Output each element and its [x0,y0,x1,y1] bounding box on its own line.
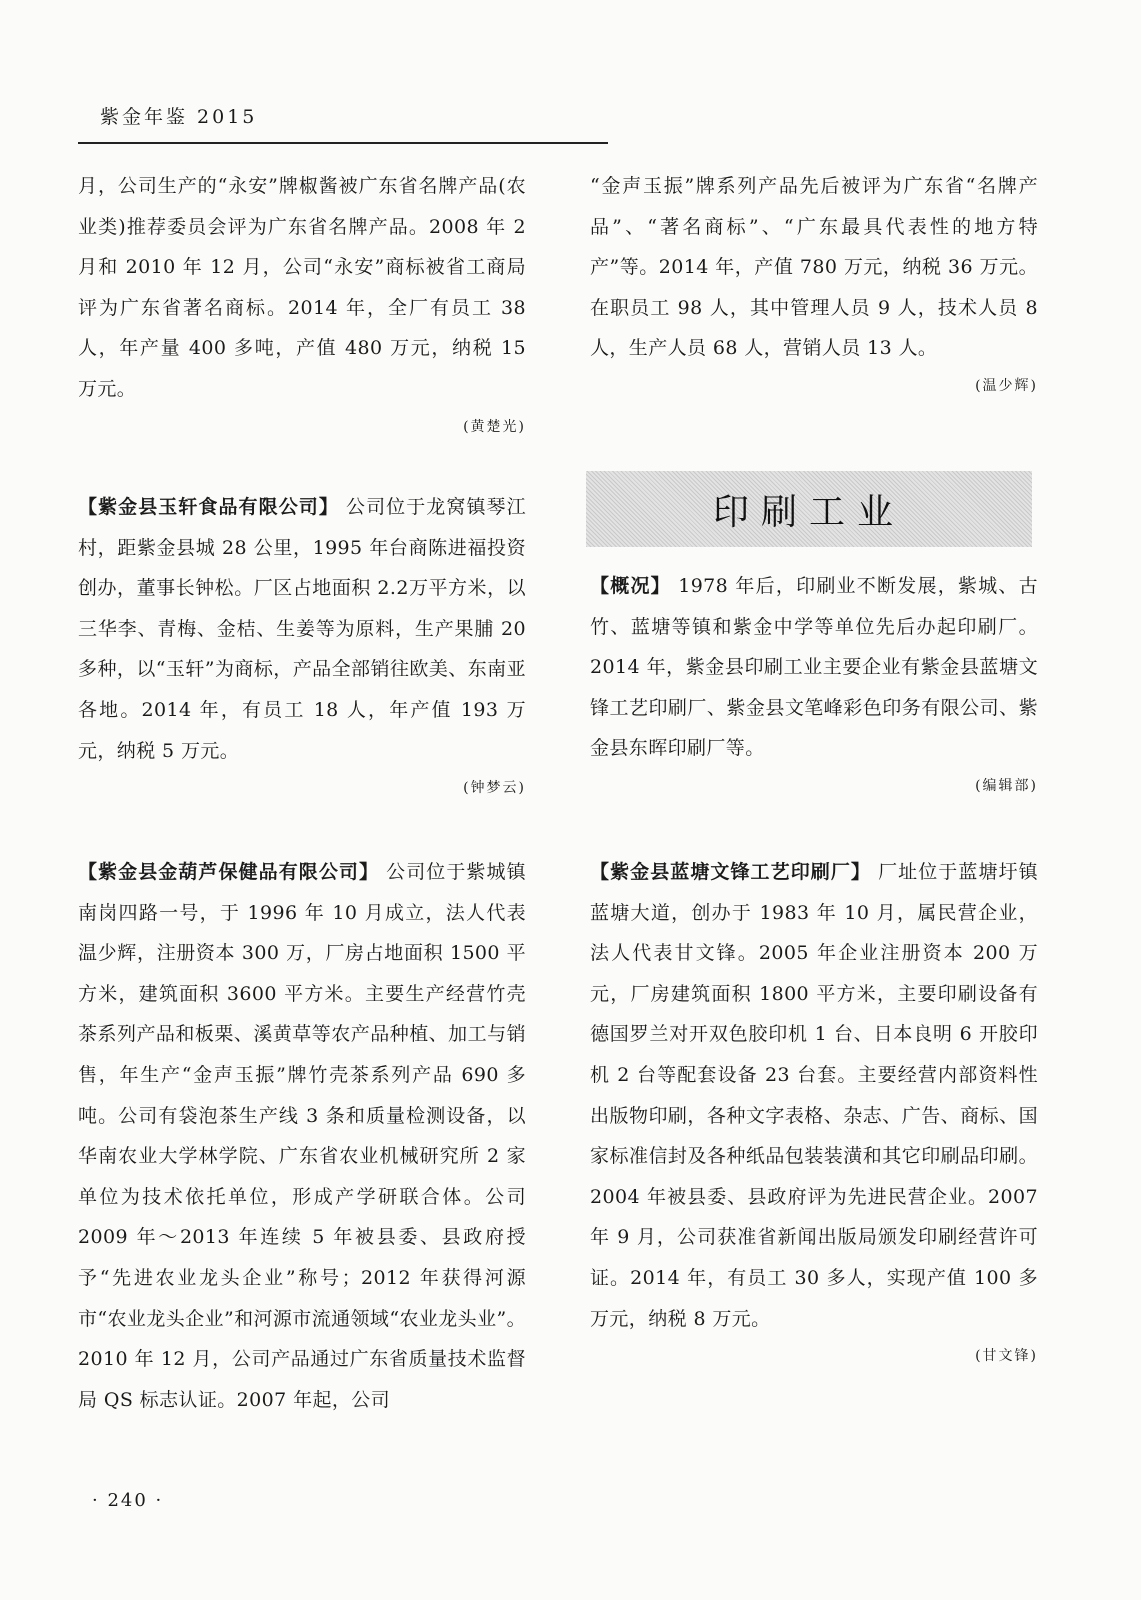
entry-text-jinhulu: 公司位于紫城镇南岗四路一号，于 1996 年 10 月成立，法人代表温少辉，注册资本 300 万，厂房占地面积 1500 平方米，建筑面积 3600 平方米。主要生产经营竹壳茶系列产品和板栗、溪黄草等农产品种植、加工与销售，年生产“金声玉振”牌竹壳茶系列产品 690 多吨。公司有袋泡茶生产线 3 条和质量检测设备，以华南农业大学林学院、广东省农业机械研究所 2 家单位为技术依托单位，形成产学研联合体。公司 2009 年～2013 年连续 5 年被县委、县政府授予“先进农业龙头企业”称号；2012 年获得河源市“农业龙头企业”和河源市流通领域“农业龙头业”。2010 年 12 月，公司产品通过广东省质量技术监督局 QS 标志认证。2007 年起，公司 [78,861,526,1411]
page-number: · 240 · [92,1490,164,1511]
left-entry-yuxuan [78,487,526,797]
left-author-1: (黄楚光) [463,418,526,435]
overview-text: 1978 年后，印刷业不断发展，紫城、古竹、蓝塘等镇和紫金中学等单位先后办起印刷厂。2014 年，紫金县印刷工业主要企业有紫金县蓝塘文锋工艺印刷厂、紫金县文笔峰彩色印务有限公司、紫金县东晖印刷厂等。 [590,575,1038,760]
right-author-1: (温少辉) [975,377,1038,394]
left-author-2: (钟梦云) [463,780,526,797]
section-banner-printing [586,471,1032,547]
left-entry-jinhulu [78,852,526,1420]
left-entry-3 [78,852,526,1420]
entry-title-wenfeng: 【紫金县蓝塘文锋工艺印刷厂】 [590,861,871,883]
overview-title: 【概况】 [590,575,671,597]
right-author-3: (甘文锋) [975,1348,1038,1365]
right-author-2: (编辑部) [975,777,1038,794]
section-title: 印刷工业 [712,491,905,533]
right-entry [590,852,1038,1339]
running-header-title: 紫金年鉴 2015 [100,106,258,128]
left-paragraph-1: 月，公司生产的“永安”牌椒酱被广东省名牌产品(农业类)推荐委员会评为广东省名牌产品。2008 年 2 月和 2010 年 12 月，公司“永安”商标被省工商局评为广东省著名商标。2014 年，全厂有员工 38 人，年产量 400 多吨，产值 480 万元，纳税 15 万元。 [78,175,526,400]
header-rule [78,142,608,144]
right-overview-block [590,566,1038,795]
right-entry-wenfeng [590,852,1038,1365]
right-paragraph-1: “金声玉振”牌系列产品先后被评为广东省“名牌产品”、“著名商标”、“广东最具代表性的地方特产”等。2014 年，产值 780 万元，纳税 36 万元。在职员工 98 人，其中管理人员 9 人，技术人员 8 人，生产人员 68 人，营销人员 13 人。 [590,175,1038,360]
left-entry-2 [78,487,526,771]
left-column-block-1 [78,166,526,436]
right-overview [590,566,1038,769]
entry-text-yuxuan: 公司位于龙窝镇琴江村，距紫金县城 28 公里，1995 年台商陈进福投资创办，董事长钟松。厂区占地面积 2.2万平方米，以三华李、青梅、金桔、生姜等为原料，生产果脯 20 多种，以“玉轩”为商标，产品全部销往欧美、东南亚各地。2014 年，有员工 18 人，年产值 193 万元，纳税 5 万元。 [78,496,526,762]
entry-title-jinhulu: 【紫金县金葫芦保健品有限公司】 [78,861,380,883]
entry-text-wenfeng: 厂址位于蓝塘圩镇蓝塘大道，创办于 1983 年 10 月，属民营企业，法人代表甘文锋。2005 年企业注册资本 200 万元，厂房建筑面积 1800 平方米，主要印刷设备有德国罗兰对开双色胶印机 1 台、日本良明 6 开胶印机 2 台等配套设备 23 台套。主要经营内部资料性出版物印刷，各种文字表格、杂志、广告、商标、国家标准信封及各种纸品包装装潢和其它印刷品印刷。2004 年被县委、县政府评为先进民营企业。2007 年 9 月，公司获准省新闻出版局颁发印刷经营许可证。2014 年，有员工 30 多人，实现产值 100 多万元，纳税 8 万元。 [590,861,1038,1330]
entry-title-yuxuan: 【紫金县玉轩食品有限公司】 [78,496,339,518]
right-column-block-1 [590,166,1038,395]
